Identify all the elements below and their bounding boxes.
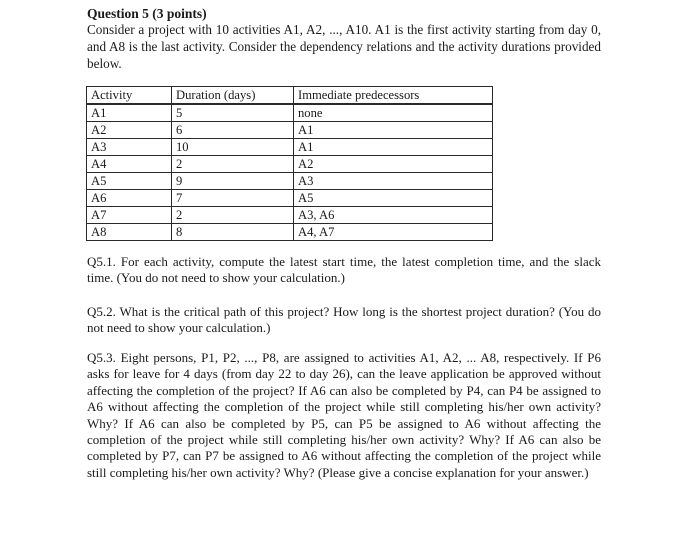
cell-duration: 9 — [172, 173, 294, 190]
table-row — [87, 207, 493, 224]
table-header-row — [87, 87, 493, 105]
cell-predecessors: A1 — [294, 122, 493, 139]
cell-predecessors: A3 — [294, 173, 493, 190]
header-duration: Duration (days) — [172, 87, 294, 105]
cell-duration: 5 — [172, 104, 294, 122]
table-row — [87, 173, 493, 190]
table-row — [87, 224, 493, 241]
table-row — [87, 139, 493, 156]
subquestion-5-1: Q5.1. For each activity, compute the latest start time, the latest completion time, and the slack time. (You do not need to show your calculation.) — [87, 254, 601, 286]
cell-duration: 2 — [172, 207, 294, 224]
cell-activity: A6 — [87, 190, 172, 207]
cell-duration: 8 — [172, 224, 294, 241]
activity-table — [86, 86, 493, 241]
cell-activity: A7 — [87, 207, 172, 224]
header-predecessors: Immediate predecessors — [294, 87, 493, 105]
question-intro: Consider a project with 10 activities A1, A2, ..., A10. A1 is the first activity starting from day 0, and A8 is the last activity. Consider the dependency relations and the activity durations provided below. — [87, 22, 601, 71]
cell-activity: A5 — [87, 173, 172, 190]
subquestion-5-3: Q5.3. Eight persons, P1, P2, ..., P8, are assigned to activities A1, A2, ... A8, respectively. If P6 asks for leave for 4 days (from day 22 to day 26), can the leave application be approved without affecting the completion of the project? If A6 can also be completed by P4, can P4 be assigned to A6 without affecting the completion of the project while still completing his/her own activity? Why? If A6 can also be completed by P5, can P5 be assigned to A6 without affecting the completion of the project while still completing his/her own activity? Why? If A6 can also be completed by P7, can P7 be assigned to A6 without affecting the completion of the project while still completing his/her own activity? Why? (Please give a concise explanation for your answer.) — [87, 350, 601, 480]
cell-duration: 2 — [172, 156, 294, 173]
cell-predecessors: A1 — [294, 139, 493, 156]
cell-activity: A3 — [87, 139, 172, 156]
cell-activity: A4 — [87, 156, 172, 173]
cell-predecessors: A4, A7 — [294, 224, 493, 241]
cell-activity: A1 — [87, 104, 172, 122]
table-row — [87, 122, 493, 139]
table-row — [87, 104, 493, 122]
question-title: Question 5 (3 points) — [87, 6, 207, 21]
table-row — [87, 156, 493, 173]
subquestion-5-2: Q5.2. What is the critical path of this project? How long is the shortest project duration? (You do not need to show your calculation.) — [87, 304, 601, 336]
table-row — [87, 190, 493, 207]
cell-activity: A8 — [87, 224, 172, 241]
cell-predecessors: A2 — [294, 156, 493, 173]
cell-predecessors: none — [294, 104, 493, 122]
cell-predecessors: A5 — [294, 190, 493, 207]
cell-duration: 6 — [172, 122, 294, 139]
cell-activity: A2 — [87, 122, 172, 139]
cell-predecessors: A3, A6 — [294, 207, 493, 224]
cell-duration: 7 — [172, 190, 294, 207]
header-activity: Activity — [87, 87, 172, 105]
cell-duration: 10 — [172, 139, 294, 156]
